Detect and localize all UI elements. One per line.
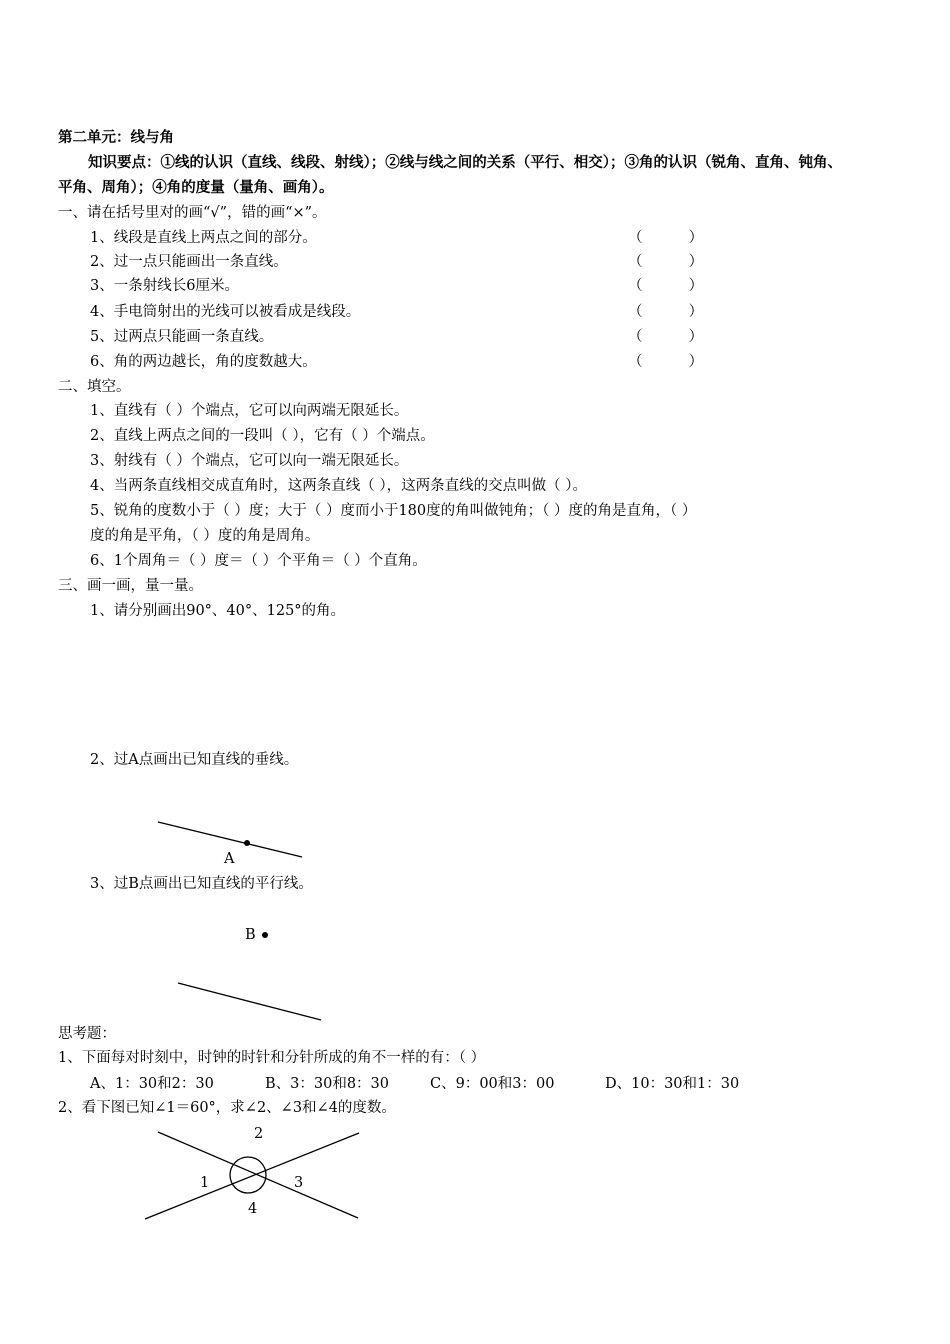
unit-title: 第二单元：线与角 [58, 129, 174, 146]
answer-blank-4[interactable]: （ ） [628, 304, 704, 320]
thinking-title: 思考题： [58, 1026, 116, 1042]
fill-item-3: 3、射线有（ ）个端点，它可以向一端无限延长。 [90, 453, 409, 469]
judge-item-5: 5、过两点只能画一条直线。 [90, 329, 274, 345]
fill-item-2: 2、直线上两点之间的一段叫（ ），它有（ ）个端点。 [90, 428, 435, 444]
fill-item-6: 6、1个周角＝（ ）度＝（ ）个平角＝（ ）个直角。 [90, 553, 427, 569]
fill-item-4: 4、当两条直线相交成直角时，这两条直线（ ），这两条直线的交点叫做（ ）。 [90, 478, 587, 494]
judge-item-3: 3、一条射线长6厘米。 [90, 278, 239, 294]
fill-item-5: 5、锐角的度数小于（ ）度；大于（ ）度而小于180度的角叫做钝角；（ ）度的角是直角，（ ） [90, 503, 697, 519]
answer-blank-5[interactable]: （ ） [628, 329, 704, 345]
judge-item-2: 2、过一点只能画出一条直线。 [90, 254, 288, 270]
answer-blank-2[interactable]: （ ） [628, 254, 704, 270]
option-d: D、10：30和1：30 [605, 1076, 740, 1092]
angle-circle [230, 1157, 266, 1193]
judge-item-4: 4、手电筒射出的光线可以被看成是线段。 [90, 304, 361, 320]
option-c: C、9：00和3：00 [430, 1076, 555, 1092]
perpendicular-exercise-line [158, 822, 302, 857]
draw-question-1: 1、请分别画出90°、40°、125°的角。 [90, 603, 346, 619]
option-a: A、1：30和2：30 [90, 1076, 214, 1092]
point-a-dot [244, 840, 250, 846]
fill-item-5-continued: 度的角是平角，（ ）度的角是周角。 [90, 528, 320, 544]
thinking-question-1: 1、下面每对时刻中，时钟的时针和分针所成的角不一样的有：（ ） [58, 1050, 486, 1066]
parallel-exercise-line [178, 932, 321, 1020]
answer-blank-3[interactable]: （ ） [628, 278, 704, 294]
intersecting-lines-figure [145, 1132, 359, 1219]
key-points-line-2: 平角、周角）；④角的度量（量角、画角）。 [58, 179, 334, 196]
point-a-label: A [224, 851, 235, 867]
section-3-title: 三、画一画，量一量。 [58, 578, 203, 594]
thinking-question-2: 2、看下图已知∠1＝60°，求∠2、∠3和∠4的度数。 [58, 1100, 396, 1116]
point-b-dot [262, 932, 268, 938]
angle-2-label: 2 [254, 1126, 264, 1142]
section-1-title: 一、请在括号里对的画“√”，错的画“×”。 [58, 205, 327, 221]
angle-4-label: 4 [248, 1201, 258, 1217]
point-b-label: B [245, 927, 256, 943]
fill-item-1: 1、直线有（ ）个端点，它可以向两端无限延长。 [90, 403, 409, 419]
judge-item-6: 6、角的两边越长，角的度数越大。 [90, 354, 317, 370]
option-b: B、3：30和8：30 [265, 1076, 390, 1092]
section-2-title: 二、填空。 [58, 379, 131, 395]
draw-question-3: 3、过B点画出已知直线的平行线。 [90, 876, 313, 892]
answer-blank-6[interactable]: （ ） [628, 354, 704, 370]
angle-3-label: 3 [294, 1175, 304, 1191]
judge-item-1: 1、线段是直线上两点之间的部分。 [90, 230, 317, 246]
key-points-line-1: 知识要点：①线的认识（直线、线段、射线）；②线与线之间的关系（平行、相交）；③角的认识（锐角、直角、钝角、 [88, 154, 842, 171]
draw-question-2: 2、过A点画出已知直线的垂线。 [90, 752, 299, 768]
angle-1-label: 1 [200, 1175, 210, 1191]
answer-blank-1[interactable]: （ ） [628, 230, 704, 246]
